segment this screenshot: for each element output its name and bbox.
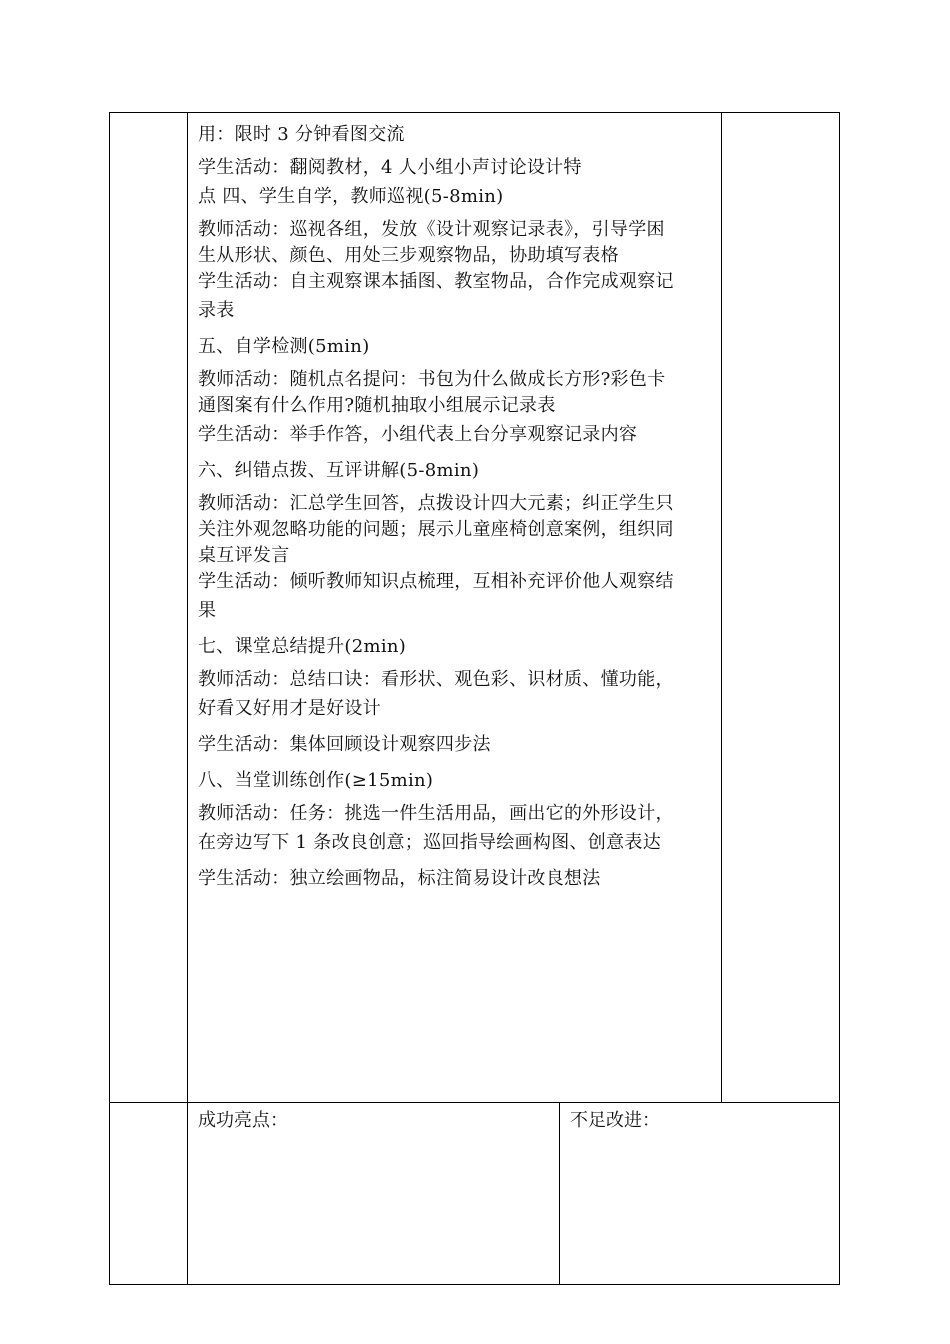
text-line: 录表 xyxy=(198,300,235,321)
section-heading: 八、当堂训练创作(≥15min) xyxy=(198,770,434,791)
text-line: 学生活动：自主观察课本插图、教室物品，合作完成观察记 xyxy=(198,271,674,292)
improve-label: 不足改进： xyxy=(570,1110,660,1131)
reflection-row xyxy=(110,1103,840,1285)
text-line: 学生活动：独立绘画物品，标注简易设计改良想法 xyxy=(198,868,601,889)
text-line: 点 四、学生自学，教师巡视(5-8min) xyxy=(198,186,504,207)
reflection-label-cell xyxy=(110,1103,188,1285)
text-line: 教师活动：任务：挑选一件生活用品，画出它的外形设计， xyxy=(198,803,674,824)
right-notes-cell xyxy=(722,113,840,1103)
text-line: 教师活动：总结口诀：看形状、观色彩、识材质、懂功能， xyxy=(198,669,674,690)
text-line: 教师活动：随机点名提问：书包为什么做成长方形?彩色卡 xyxy=(198,369,666,390)
text-line: 在旁边写下 1 条改良创意；巡回指导绘画构图、创意表达 xyxy=(198,832,661,853)
teaching-process-cell xyxy=(188,113,722,1103)
text-line: 关注外观忽略功能的问题；展示儿童座椅创意案例，组织同 xyxy=(198,519,674,540)
text-line: 学生活动：举手作答，小组代表上台分享观察记录内容 xyxy=(198,424,638,445)
text-line: 桌互评发言 xyxy=(198,545,290,566)
process-row xyxy=(110,113,840,1103)
lesson-plan-table xyxy=(109,112,840,1285)
text-line: 学生活动：倾听教师知识点梳理，互相补充评价他人观察结 xyxy=(198,571,674,592)
text-line: 好看又好用才是好设计 xyxy=(198,698,381,719)
teaching-process-text xyxy=(188,113,721,897)
text-line: 通图案有什么作用?随机抽取小组展示记录表 xyxy=(198,395,556,416)
success-cell xyxy=(188,1103,560,1285)
improve-cell xyxy=(560,1103,840,1285)
section-heading: 六、纠错点拨、互评讲解(5-8min) xyxy=(198,460,480,481)
success-label: 成功亮点： xyxy=(198,1110,288,1131)
left-label-cell xyxy=(110,113,188,1103)
text-line: 教师活动：汇总学生回答，点拨设计四大元素；纠正学生只 xyxy=(198,493,674,514)
text-line: 学生活动：集体回顾设计观察四步法 xyxy=(198,734,491,755)
section-heading: 五、自学检测(5min) xyxy=(198,336,370,357)
text-line: 果 xyxy=(198,600,217,621)
text-line: 生从形状、颜色、用处三步观察物品，协助填写表格 xyxy=(198,245,619,266)
text-line: 教师活动：巡视各组，发放《设计观察记录表》，引导学困 xyxy=(198,219,665,240)
text-line: 用：限时 3 分钟看图交流 xyxy=(198,124,405,145)
text-line: 学生活动：翻阅教材，4 人小组小声讨论设计特 xyxy=(198,157,582,178)
section-heading: 七、课堂总结提升(2min) xyxy=(198,636,407,657)
